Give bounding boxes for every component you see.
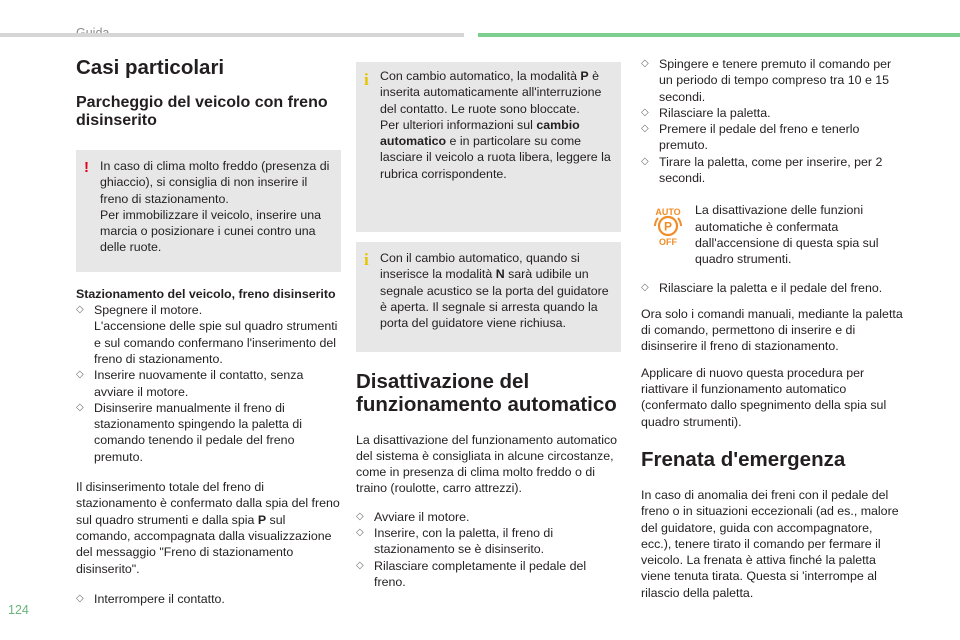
list-item-text: L'accensione delle spie sul quadro strumenti e sul comando confermano l'inserimento del freno di stazionamento. — [94, 319, 338, 366]
header-bar-right — [478, 33, 960, 37]
list-item — [641, 121, 906, 154]
list-item-text: Inserire nuovamente il contatto, senza avviare il motore. — [94, 368, 304, 399]
bullet-icon: ◇ — [76, 304, 84, 316]
bullet-icon: ◇ — [641, 155, 649, 167]
warning-text-1: In caso di clima molto freddo (presenza di ghiaccio), si consiglia di non inserire il freno di stazionamento. — [100, 159, 330, 206]
info-text-2: Per ulteriori informazioni sul cambio automatico e in particolare su come lasciare il veicolo a ruota libera, leggere la rubrica corrispondente. — [380, 117, 611, 181]
info-icon: i — [364, 70, 369, 89]
list-item-text: Spingere e tenere premuto il comando per un periodo di tempo compreso tra 10 e 15 secondi. — [659, 57, 892, 104]
column-left — [76, 56, 341, 607]
list-item — [641, 280, 906, 296]
lamp-note-text: La disattivazione delle funzioni automatiche è confermata dall'accensione di questa spia sul quadro strumenti. — [695, 203, 879, 267]
section-title: Disattivazione del funzionamento automatico — [356, 369, 617, 416]
list-item — [356, 509, 621, 525]
page-number: 124 — [8, 603, 29, 617]
warning-box — [76, 150, 341, 272]
svg-text:OFF: OFF — [659, 237, 677, 247]
svg-text:P: P — [663, 219, 673, 234]
section-title: Frenata d'emergenza — [641, 447, 846, 471]
list-item — [76, 400, 341, 465]
list-item-text: Interrompere il contatto. — [94, 591, 225, 606]
bullet-icon: ◇ — [356, 559, 364, 571]
svg-text:AUTO: AUTO — [655, 207, 681, 218]
info-text-1: Con cambio automatico, la modalità P è inserita automaticamente all'interruzione del contatto. Le ruote sono bloccate. — [380, 69, 602, 116]
paragraph: In caso di anomalia dei freni con il pedale del freno o in situazioni eccezionali (ad es., malore del guidatore, guida con accompagnatore, ecc.), tenere tirato il comando per fermare il veicolo. La frenata è attiva finché la paletta viene tenuta tirata. Questa si 'interrompe al rilascio della paletta. — [641, 487, 899, 600]
paragraph: La disattivazione del funzionamento automatico del sistema è consigliata in alcune circostanze, come in presenza di clima molto freddo o di traino (roulotte, carro attrezzi). — [356, 432, 618, 496]
list-item — [356, 525, 621, 558]
list-item — [76, 591, 341, 607]
list-item-text: Spegnere il motore. — [94, 303, 203, 318]
info-box — [356, 62, 621, 232]
bullet-icon: ◇ — [76, 592, 84, 604]
info-icon: i — [364, 250, 369, 270]
list-item — [76, 302, 341, 367]
list-item-text: Rilasciare completamente il pedale del freno. — [374, 558, 587, 589]
bullet-icon: ◇ — [641, 123, 649, 135]
list-item-text: Premere il pedale del freno e tenerlo premuto. — [659, 122, 860, 153]
list-item-text: Avviare il motore. — [374, 509, 470, 524]
paragraph: Applicare di nuovo questa procedura per riattivare il funzionamento automatico (confermato dallo spegnimento della spia sul quadro strumenti). — [641, 365, 887, 429]
list-item — [641, 105, 906, 121]
bullet-icon: ◇ — [641, 281, 649, 293]
paragraph: Ora solo i comandi manuali, mediante la paletta di comando, permettono di inserire e di disinserire il freno di stazionamento. — [641, 306, 903, 354]
paragraph: Il disinserimento totale del freno di stazionamento è confermato dalla spia del freno sul quadro strumenti e dalla spia P sul comando, accompagnata dalla visualizzazione del messaggio "Freno di stazionamento disinserito". — [76, 480, 340, 576]
list-item-text: Inserire, con la paletta, il freno di stazionamento se è disinserito. — [374, 526, 554, 557]
list-item — [76, 367, 341, 400]
auto-off-park-brake-icon — [649, 206, 687, 246]
list-item-text: Rilasciare la paletta e il pedale del freno. — [659, 280, 883, 295]
bullet-icon: ◇ — [76, 401, 84, 413]
column-middle — [356, 62, 621, 590]
section-title: Casi particolari — [76, 56, 225, 79]
list-item-text: Disinserire manualmente il freno di stazionamento spingendo la paletta di comando tenendo il pedale del freno premuto. — [94, 400, 303, 464]
info-box — [356, 242, 621, 351]
bullet-icon: ◇ — [76, 369, 84, 381]
list-item-text: Tirare la paletta, come per inserire, per 2 secondi. — [659, 154, 883, 186]
bullet-icon: ◇ — [356, 510, 364, 522]
warning-text-2: Per immobilizzare il veicolo, inserire una marcia o posizionare i cunei contro una delle ruote. — [100, 207, 322, 255]
list-item — [641, 56, 906, 105]
bullet-icon: ◇ — [356, 527, 364, 539]
warning-lamp-note — [641, 202, 906, 267]
column-right — [641, 56, 906, 611]
header-bar-left — [0, 33, 464, 37]
warning-icon: ! — [84, 159, 89, 176]
list-item — [356, 558, 621, 591]
bullet-icon: ◇ — [641, 106, 649, 118]
steps-title: Stazionamento del veicolo, freno disinserito — [76, 286, 336, 301]
list-item — [641, 154, 906, 187]
info-text-3: Con il cambio automatico, quando si inserisce la modalità N sarà udibile un segnale acustico se la porta del guidatore è aperta. Il segnale si arresta quando la porta del guidatore viene richiusa. — [380, 251, 609, 331]
subsection-title: Parcheggio del veicolo con freno disinserito — [76, 94, 328, 129]
list-item-text: Rilasciare la paletta. — [659, 105, 771, 120]
bullet-icon: ◇ — [641, 58, 649, 69]
